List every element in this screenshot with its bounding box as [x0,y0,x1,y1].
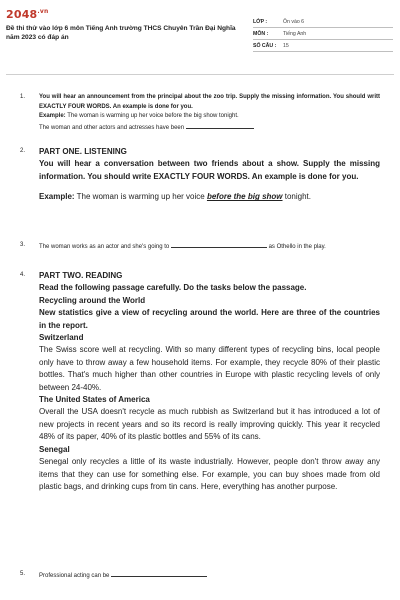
country-paragraph: Senegal only recycles a little of its waste industrially. However, people don't throw away any items that they can use for something else. For example, you can buy shoes made from old plastic bags, and drinking cups from tin cans. Here, everything has another purpose. [39,457,380,491]
question-body: The woman works as an actor and she's going to as Othello in the play. [39,241,380,253]
passage-intro: New statistics give a view of recycling around the world. Here are three of the countries in the report. [39,308,380,330]
section-heading: PART TWO. READING [39,271,123,280]
meta-value: 15 [283,42,289,49]
country-heading: Switzerland [39,333,84,343]
question-body: Professional acting can be [39,570,380,582]
document-title: Đề thi thử vào lớp 6 môn Tiếng Anh trường THCS Chuyên Trần Đại Nghĩa năm 2023 có đáp án [6,25,236,41]
header-divider [6,74,394,75]
meta-key: MÔN : [253,30,269,37]
country-heading: Senegal [39,444,70,454]
question-number: 3. [20,242,26,248]
instruction: You will hear a conversation between two friends about a show. Supply the missing information. You should write EXACTLY FOUR WORDS. An example is done for you. [39,159,380,181]
example-line: Example: The woman is warming up her voice before the big show tonight. [39,192,311,202]
answer-blank[interactable] [186,122,254,129]
prompt-line: The woman and other actors and actresses have been [39,122,380,134]
question-body [39,270,380,493]
meta-row-count [253,40,393,52]
passage-title: Recycling around the World [39,295,146,305]
question-body [39,146,380,204]
meta-row-subject [253,28,393,40]
exam-meta-table [253,16,393,52]
document-header [0,0,400,64]
question-number: 1. [20,94,26,100]
answer-blank[interactable] [171,241,267,248]
instruction: Read the following passage carefully. Do the tasks below the passage. [39,283,307,293]
answer-blank[interactable] [111,570,207,577]
question-number: 4. [20,272,26,278]
question-number: 2. [20,148,26,154]
meta-key: SỐ CÂU : [253,42,277,49]
question-body [39,93,380,133]
country-heading: The United States of America [39,395,150,405]
meta-row-class [253,16,393,28]
country-paragraph: The Swiss score well at recycling. With so many different types of recycling bins, local people only have to throw away a few household items. For example, they recycle 80% of their plastic bottles. That's much higher than other countries in Europe with plastic recycling levels of only between 24-40%. [39,345,380,392]
meta-value: Tiếng Anh [283,30,307,37]
question-number: 5. [20,571,26,577]
instruction: You will hear an announcement from the principal about the zoo trip. Supply the missing information. You should writt EXACTLY FOUR WORDS. An example is done for you. [39,94,380,110]
country-paragraph: Overall the USA doesn't recycle as much rubbish as Switzerland but it has introduced a lot of new projects in recent years and so its record is really improving quickly. This year it recycled 48% of its paper, 40% of its plastic bottles and 55% of its cans. [39,407,380,442]
section-heading: PART ONE. LISTENING [39,147,127,156]
example-answer: before the big show [206,192,283,202]
meta-key: LỚP : [253,18,268,25]
site-logo[interactable]: $2048^{.vn}$ [6,8,49,21]
example-line: Example: The woman is warming up her voice before the big show tonight. [39,113,239,119]
meta-value: Ôn vào 6 [283,18,305,25]
